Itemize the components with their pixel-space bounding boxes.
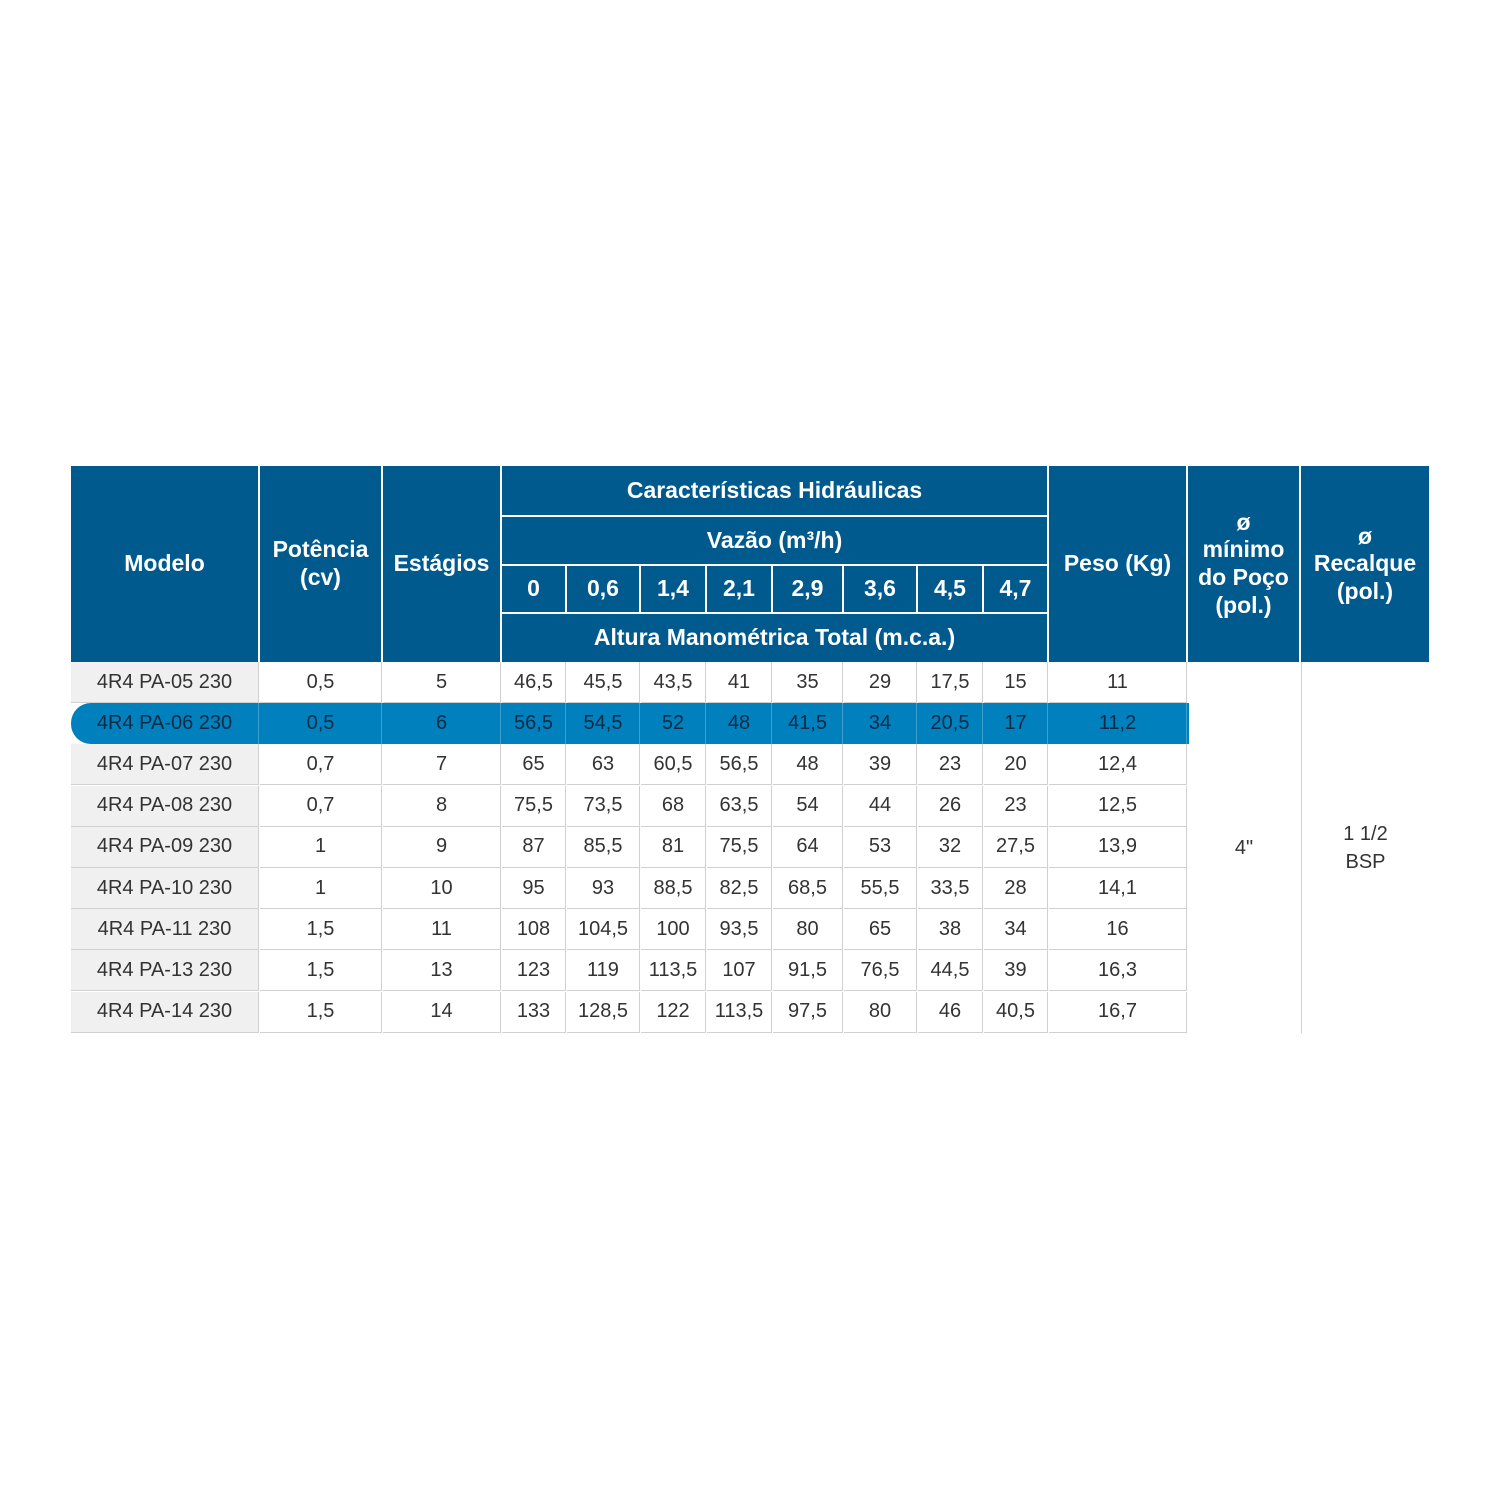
header-weight	[1049, 466, 1186, 662]
head-cell: 44,5	[918, 950, 983, 991]
header-weight-label: Peso (Kg)	[1063, 550, 1172, 577]
table-row[interactable]	[71, 662, 1187, 703]
weight-cell: 14,1	[1049, 868, 1187, 909]
head-cell: 87	[502, 827, 566, 868]
weight-cell: 11	[1049, 662, 1187, 703]
head-cell: 23	[984, 786, 1048, 827]
stages-cell: 8	[383, 786, 501, 827]
header-stages	[383, 466, 500, 662]
head-cell: 63,5	[707, 786, 772, 827]
head-cell: 80	[844, 992, 917, 1033]
head-cell: 68	[641, 786, 706, 827]
head-cell: 17,5	[918, 662, 983, 703]
head-cell: 128,5	[567, 992, 640, 1033]
head-cell: 34	[984, 909, 1048, 950]
table-row[interactable]	[71, 703, 1189, 744]
head-cell: 119	[567, 950, 640, 991]
header-discharge-symbol: ø	[1357, 522, 1373, 549]
weight-cell: 11,2	[1049, 703, 1187, 744]
header-model	[71, 466, 258, 662]
model-cell: 4R4 PA-14 230	[71, 992, 259, 1033]
head-cell: 75,5	[502, 786, 566, 827]
weight-cell: 16,3	[1049, 950, 1187, 991]
head-cell: 133	[502, 992, 566, 1033]
power-cell: 1	[260, 827, 382, 868]
header-power-label: Potência	[272, 536, 369, 563]
power-cell: 0,7	[260, 786, 382, 827]
table-row[interactable]	[71, 868, 1187, 909]
head-cell: 113,5	[707, 992, 772, 1033]
head-cell: 65	[502, 744, 566, 785]
head-cell: 41	[707, 662, 772, 703]
header-well-min-line1: mínimo	[1202, 536, 1285, 563]
head-cell: 41,5	[773, 703, 843, 744]
header-well-min-symbol: ø	[1236, 508, 1251, 535]
head-cell: 65	[844, 909, 917, 950]
flow-value-header: 1,4	[641, 566, 705, 612]
weight-cell: 16,7	[1049, 992, 1187, 1033]
head-cell: 53	[844, 827, 917, 868]
header-power	[260, 466, 381, 662]
power-cell: 1	[260, 868, 382, 909]
stages-cell: 11	[383, 909, 501, 950]
flow-value-header: 0	[502, 566, 565, 612]
head-cell: 52	[641, 703, 706, 744]
head-cell: 54,5	[567, 703, 640, 744]
power-cell: 1,5	[260, 950, 382, 991]
power-cell: 0,5	[260, 662, 382, 703]
model-cell: 4R4 PA-09 230	[71, 827, 259, 868]
head-cell: 56,5	[502, 703, 566, 744]
power-cell: 1,5	[260, 909, 382, 950]
head-cell: 43,5	[641, 662, 706, 703]
head-cell: 97,5	[773, 992, 843, 1033]
head-cell: 95	[502, 868, 566, 909]
header-discharge-unit: (pol.)	[1336, 577, 1394, 604]
flow-value-header: 4,5	[918, 566, 982, 612]
stages-cell: 14	[383, 992, 501, 1033]
head-cell: 56,5	[707, 744, 772, 785]
header-model-label: Modelo	[124, 550, 205, 577]
table-row[interactable]	[71, 909, 1187, 950]
header-power-unit: (cv)	[300, 564, 341, 590]
weight-cell: 16	[1049, 909, 1187, 950]
power-cell: 0,5	[260, 703, 382, 744]
header-head-label: Altura Manométrica Total (m.c.a.)	[593, 624, 956, 651]
table-row[interactable]	[71, 744, 1187, 785]
head-cell: 39	[984, 950, 1048, 991]
header-head	[502, 614, 1047, 662]
head-cell: 46	[918, 992, 983, 1033]
head-cell: 54	[773, 786, 843, 827]
stages-cell: 10	[383, 868, 501, 909]
model-cell: 4R4 PA-05 230	[71, 662, 259, 703]
head-cell: 68,5	[773, 868, 843, 909]
head-cell: 23	[918, 744, 983, 785]
table-row[interactable]	[71, 992, 1187, 1033]
weight-cell: 12,4	[1049, 744, 1187, 785]
head-cell: 63	[567, 744, 640, 785]
head-cell: 88,5	[641, 868, 706, 909]
weight-cell: 12,5	[1049, 786, 1187, 827]
header-stages-label: Estágios	[393, 550, 490, 577]
head-cell: 85,5	[567, 827, 640, 868]
power-cell: 0,7	[260, 744, 382, 785]
header-discharge	[1301, 466, 1429, 662]
head-cell: 93	[567, 868, 640, 909]
head-cell: 32	[918, 827, 983, 868]
head-cell: 55,5	[844, 868, 917, 909]
head-cell: 20	[984, 744, 1048, 785]
model-cell: 4R4 PA-13 230	[71, 950, 259, 991]
flow-value-header: 2,1	[707, 566, 771, 612]
stages-cell: 9	[383, 827, 501, 868]
header-hydraulic-label: Características Hidráulicas	[626, 476, 923, 503]
head-cell: 104,5	[567, 909, 640, 950]
head-cell: 122	[641, 992, 706, 1033]
head-cell: 26	[918, 786, 983, 827]
head-cell: 113,5	[641, 950, 706, 991]
head-cell: 35	[773, 662, 843, 703]
head-cell: 93,5	[707, 909, 772, 950]
stages-cell: 5	[383, 662, 501, 703]
model-cell: 4R4 PA-10 230	[71, 868, 259, 909]
header-hydraulic	[502, 466, 1047, 515]
head-cell: 100	[641, 909, 706, 950]
weight-cell: 13,9	[1049, 827, 1187, 868]
table-row[interactable]	[71, 950, 1187, 991]
well-min-value	[1188, 662, 1300, 1033]
head-cell: 38	[918, 909, 983, 950]
table-row[interactable]	[71, 786, 1187, 827]
flow-value-header: 0,6	[567, 566, 639, 612]
head-cell: 76,5	[844, 950, 917, 991]
stages-cell: 7	[383, 744, 501, 785]
model-cell: 4R4 PA-07 230	[71, 744, 259, 785]
well-min-text: 4"	[1234, 836, 1254, 859]
head-cell: 107	[707, 950, 772, 991]
flow-value-header: 3,6	[844, 566, 916, 612]
power-cell: 1,5	[260, 992, 382, 1033]
header-well-min	[1188, 466, 1299, 662]
head-cell: 60,5	[641, 744, 706, 785]
head-cell: 45,5	[567, 662, 640, 703]
head-cell: 17	[984, 703, 1048, 744]
header-discharge-line1: Recalque	[1313, 550, 1417, 577]
flow-value-header: 2,9	[773, 566, 842, 612]
header-well-min-line2: do Poço	[1198, 564, 1289, 590]
head-cell: 15	[984, 662, 1048, 703]
head-cell: 48	[773, 744, 843, 785]
head-cell: 33,5	[918, 868, 983, 909]
head-cell: 29	[844, 662, 917, 703]
header-flow-label: Vazão (m³/h)	[706, 526, 843, 553]
flow-value-header: 4,7	[984, 566, 1047, 612]
discharge-text-1: 1 1/2	[1343, 822, 1388, 845]
discharge-text-2: BSP	[1345, 850, 1386, 873]
head-cell: 39	[844, 744, 917, 785]
table-row[interactable]	[71, 827, 1187, 868]
head-cell: 108	[502, 909, 566, 950]
head-cell: 48	[707, 703, 772, 744]
model-cell: 4R4 PA-11 230	[71, 909, 259, 950]
stages-cell: 13	[383, 950, 501, 991]
head-cell: 73,5	[567, 786, 640, 827]
head-cell: 81	[641, 827, 706, 868]
head-cell: 20,5	[918, 703, 983, 744]
head-cell: 28	[984, 868, 1048, 909]
head-cell: 40,5	[984, 992, 1048, 1033]
header-well-min-unit: (pol.)	[1215, 591, 1272, 618]
head-cell: 34	[844, 703, 917, 744]
head-cell: 27,5	[984, 827, 1048, 868]
header-flow	[502, 517, 1047, 564]
head-cell: 44	[844, 786, 917, 827]
head-cell: 46,5	[502, 662, 566, 703]
model-cell: 4R4 PA-06 230	[71, 703, 259, 744]
head-cell: 64	[773, 827, 843, 868]
head-cell: 80	[773, 909, 843, 950]
model-cell: 4R4 PA-08 230	[71, 786, 259, 827]
head-cell: 123	[502, 950, 566, 991]
stages-cell: 6	[383, 703, 501, 744]
head-cell: 82,5	[707, 868, 772, 909]
discharge-value	[1301, 662, 1429, 1033]
head-cell: 75,5	[707, 827, 772, 868]
head-cell: 91,5	[773, 950, 843, 991]
